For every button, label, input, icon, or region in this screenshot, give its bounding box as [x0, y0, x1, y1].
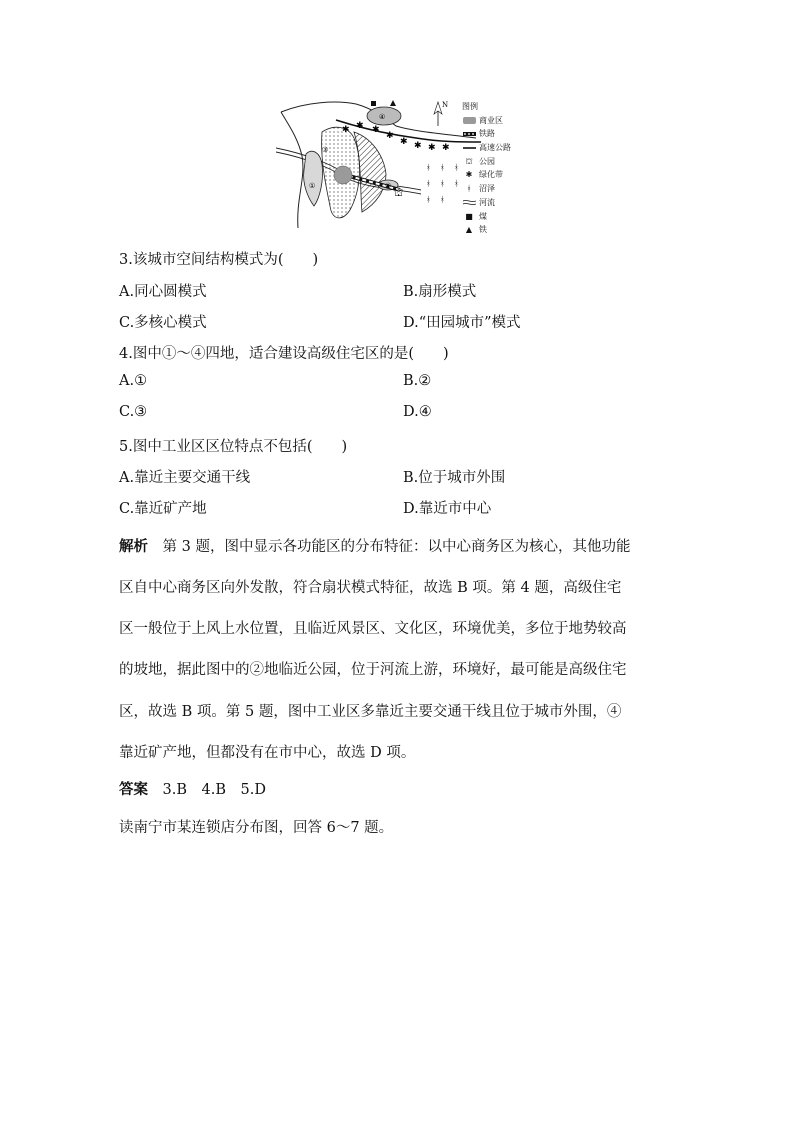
legend-item: ✱ 绿化带 [462, 168, 532, 182]
analysis-line: 靠近矿产地，但都没有在市中心，故选 D 项。 [119, 745, 416, 761]
analysis-line: 的坡地，据此图中的②地临近公园，位于河流上游，环境好，最可能是高级住宅 [119, 662, 627, 678]
legend-title: 图例 [462, 102, 478, 111]
svg-text:ᚼ: ᚼ [440, 163, 445, 172]
analysis-line: 区自中心商务区向外发散，符合扇状模式特征，故选 B 项。第 4 题，高级住宅 [119, 580, 622, 596]
legend-item: 河流 [462, 196, 532, 210]
commercial-swatch-icon [462, 117, 476, 124]
svg-text:✱: ✱ [356, 121, 364, 131]
iron-icon [390, 100, 396, 106]
q4-option-d: D.④ [403, 404, 432, 420]
svg-text:N: N [442, 101, 449, 109]
map-legend [462, 100, 532, 237]
svg-text:✱: ✱ [428, 143, 436, 153]
legend-item: ᚼ 沼泽 [462, 182, 532, 196]
analysis-line: 区，故选 B 项。第 5 题，图中工业区多靠近主要交通干线且位于城市外围，④ [119, 704, 622, 720]
q3-option-b: B.扇形模式 [403, 284, 477, 300]
q5-option-c: C.靠近矿产地 [119, 501, 207, 517]
zone-1 [304, 151, 323, 206]
svg-text:ᚼ: ᚼ [426, 179, 431, 188]
north-arrow-icon [434, 101, 448, 126]
analysis-line: 区一般位于上风上水位置，且临近风景区、文化区，环境优美，多位于地势较高 [119, 621, 627, 637]
railway-icon [462, 131, 476, 137]
park-icon: ⛫ [394, 188, 404, 199]
q4-option-a: A.① [119, 373, 148, 389]
q5-stem: 5.图中工业区区位特点不包括( ) [119, 439, 348, 455]
highway-icon [462, 145, 476, 151]
q4-option-c: C.③ [119, 404, 148, 420]
swamp-icons [426, 163, 459, 204]
zone-label-1: ① [309, 182, 316, 190]
coal-icon [371, 101, 376, 106]
zone-label-3: ③ [322, 146, 329, 154]
legend-item: ▲ 铁 [462, 223, 532, 237]
svg-text:ᚼ: ᚼ [426, 195, 431, 204]
q4-option-b: B.② [403, 373, 432, 389]
river-icon [462, 199, 476, 206]
q5-option-b: B.位于城市外围 [403, 470, 506, 486]
boundary-line-west [281, 112, 303, 228]
next-instruction: 读南宁市某连锁店分布图，回答 6～7 题。 [119, 820, 394, 836]
q3-option-a: A.同心圆模式 [119, 284, 207, 300]
svg-text:✱: ✱ [400, 137, 408, 147]
q4-stem: 4.图中①～④四地，适合建设高级住宅区的是( ) [119, 346, 449, 362]
q3-stem: 3.该城市空间结构模式为( ) [119, 252, 319, 268]
legend-item: ■ 煤 [462, 210, 532, 224]
svg-text:✱: ✱ [386, 131, 394, 141]
svg-text:✱: ✱ [442, 143, 450, 153]
svg-text:✱: ✱ [342, 125, 350, 135]
legend-item: 铁路 [462, 127, 532, 141]
analysis-line: 解析 第 3 题，图中显示各功能区的分布特征：以中心商务区为核心，其他功能 [119, 538, 631, 555]
zone-label-4: ④ [379, 113, 386, 121]
legend-item: 高速公路 [462, 141, 532, 155]
green-belt-icon: ✱ [465, 170, 473, 180]
coal-icon: ■ [465, 211, 473, 221]
answer-label: 答案 [119, 781, 148, 798]
svg-text:ᚼ: ᚼ [454, 163, 459, 172]
q5-option-d: D.靠近市中心 [403, 501, 492, 517]
park-icon: ⛫ [465, 156, 473, 166]
cbd-circle [334, 166, 352, 184]
svg-text:ᚼ: ᚼ [426, 163, 431, 172]
svg-text:ᚼ: ᚼ [440, 179, 445, 188]
analysis-label: 解析 [119, 538, 148, 555]
svg-text:✱: ✱ [414, 141, 422, 151]
svg-text:ᚼ: ᚼ [454, 179, 459, 188]
answer-text: 3.B 4.B 5.D [162, 782, 266, 798]
swamp-icon: ᚼ [466, 184, 472, 194]
legend-item: ⛫ 公园 [462, 155, 532, 169]
q5-option-a: A.靠近主要交通干线 [119, 470, 251, 486]
answer-line [119, 778, 266, 799]
legend-item: 商业区 [462, 114, 532, 128]
svg-text:ᚼ: ᚼ [440, 195, 445, 204]
zone-label-2: ② [385, 182, 392, 190]
iron-icon: ▲ [465, 225, 473, 235]
q3-option-c: C.多核心模式 [119, 315, 207, 331]
q3-option-d: D.“田园城市”模式 [403, 315, 521, 331]
svg-text:✱: ✱ [372, 125, 380, 135]
